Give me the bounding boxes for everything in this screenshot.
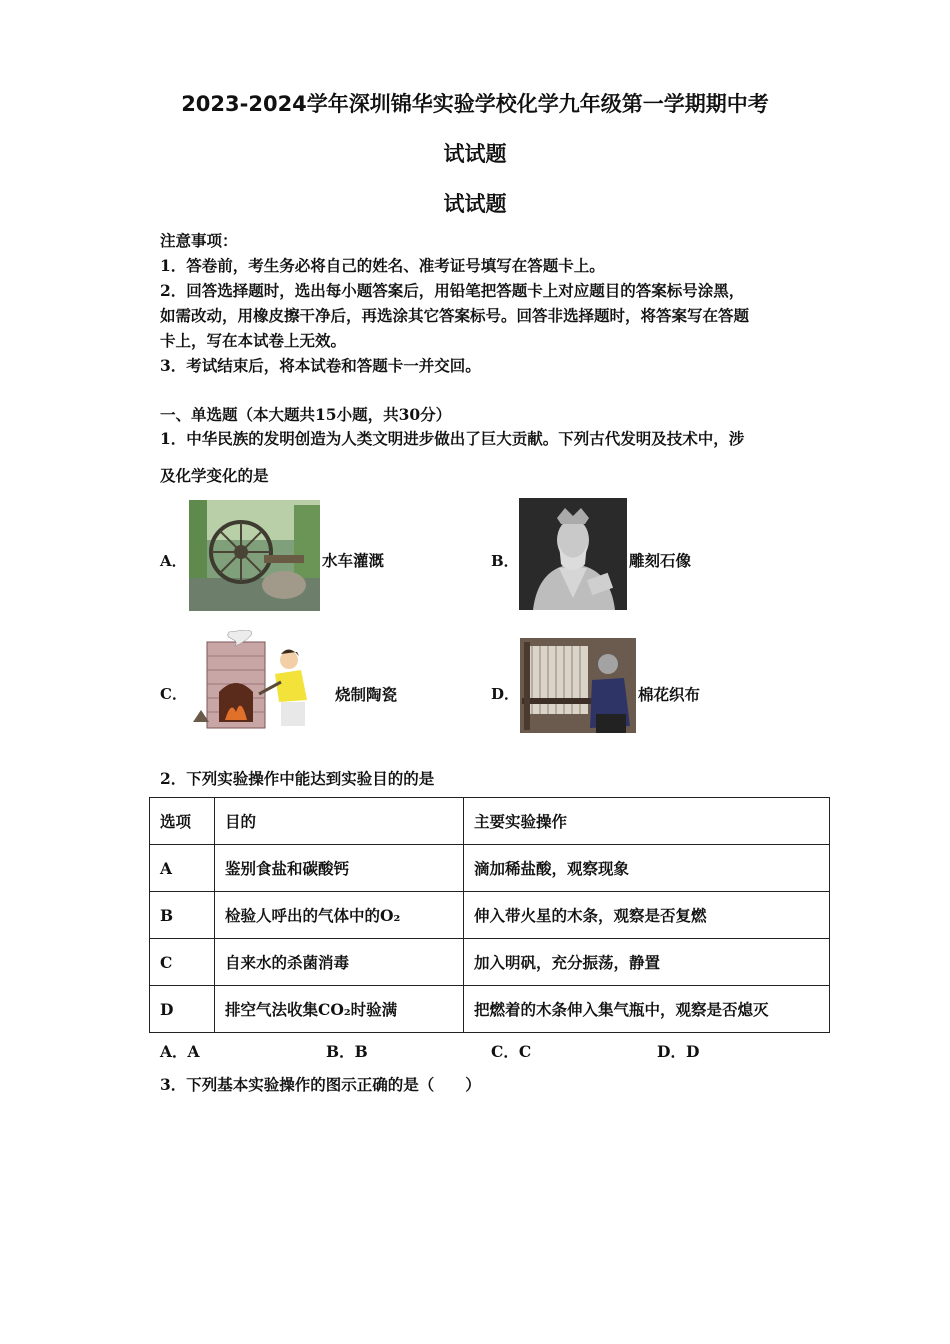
table-header-cell: 主要实验操作 xyxy=(464,798,830,845)
table-header-cell: 目的 xyxy=(215,798,464,845)
q2-stem: 2．下列实验操作中能达到实验目的的是 xyxy=(160,769,435,788)
section-heading: 一、单选题（本大题共15小题，共30分） xyxy=(160,405,452,424)
notice-item-3: 3．考试结束后，将本试卷和答题卡一并交回。 xyxy=(160,356,481,375)
table-row xyxy=(150,939,830,986)
table-cell-option: B xyxy=(150,892,215,939)
table-cell-purpose: 检验人呼出的气体中的O₂ xyxy=(215,892,464,939)
table-cell-operation: 伸入带火星的木条，观察是否复燃 xyxy=(464,892,830,939)
table-cell-option: C xyxy=(150,939,215,986)
q1-option-c-text: 烧制陶瓷 xyxy=(335,685,398,704)
q1-stem-line1: 1．中华民族的发明创造为人类文明进步做出了巨大贡献。下列古代发明及技术中，涉 xyxy=(160,429,745,448)
table-row xyxy=(150,845,830,892)
notice-item-1: 1．答卷前，考生务必将自己的姓名、准考证号填写在答题卡上。 xyxy=(160,256,605,275)
notice-item-2b: 如需改动，用橡皮擦干净后，再选涂其它答案标号。回答非选择题时，将答案写在答题 xyxy=(160,306,750,325)
table-cell-option: A xyxy=(150,845,215,892)
q2-table xyxy=(149,797,830,1033)
table-cell-purpose: 排空气法收集CO₂时验满 xyxy=(215,986,464,1033)
q2-answer-a: A．A xyxy=(160,1042,200,1061)
table-cell-purpose: 自来水的杀菌消毒 xyxy=(215,939,464,986)
table-cell-operation: 把燃着的木条伸入集气瓶中，观察是否熄灭 xyxy=(464,986,830,1033)
waterwheel-photo xyxy=(189,500,320,611)
loom-weaving-photo xyxy=(520,638,636,733)
table-cell-option: D xyxy=(150,986,215,1033)
q1-option-a-label: A． xyxy=(160,552,187,570)
q2-answer-d: D．D xyxy=(657,1042,700,1061)
q1-option-b-text: 雕刻石像 xyxy=(629,551,692,570)
kiln-illustration xyxy=(189,630,332,732)
table-cell-operation: 滴加稀盐酸，观察现象 xyxy=(464,845,830,892)
table-cell-purpose: 鉴别食盐和碳酸钙 xyxy=(215,845,464,892)
exam-subtitle: 试试题 xyxy=(443,142,507,166)
q1-option-d-label: D． xyxy=(491,685,520,703)
exam-title: 2023-2024学年深圳锦华实验学校化学九年级第一学期期中考 xyxy=(181,92,769,116)
q1-option-c-label: C． xyxy=(160,685,187,703)
q3-stem: 3．下列基本实验操作的图示正确的是（ ） xyxy=(160,1075,481,1094)
table-header-row xyxy=(150,798,830,845)
q1-option-b-label: B． xyxy=(491,552,519,570)
q1-option-d-text: 棉花织布 xyxy=(638,685,701,704)
table-row xyxy=(150,892,830,939)
table-header-cell: 选项 xyxy=(150,798,215,845)
exam-subtitle-repeat: 试试题 xyxy=(443,192,507,216)
q1-option-a-text: 水车灌溉 xyxy=(322,551,385,570)
table-cell-operation: 加入明矾，充分振荡，静置 xyxy=(464,939,830,986)
stone-statue-photo xyxy=(519,498,627,610)
q1-stem-line2: 及化学变化的是 xyxy=(160,466,269,485)
table-row xyxy=(150,986,830,1033)
notice-heading: 注意事项： xyxy=(160,231,238,250)
notice-item-2a: 2．回答选择题时，选出每小题答案后，用铅笔把答题卡上对应题目的答案标号涂黑， xyxy=(160,281,745,300)
q2-answer-b: B．B xyxy=(326,1042,368,1061)
q2-answer-c: C．C xyxy=(491,1042,532,1061)
notice-item-2c: 卡上，写在本试卷上无效。 xyxy=(160,331,347,350)
